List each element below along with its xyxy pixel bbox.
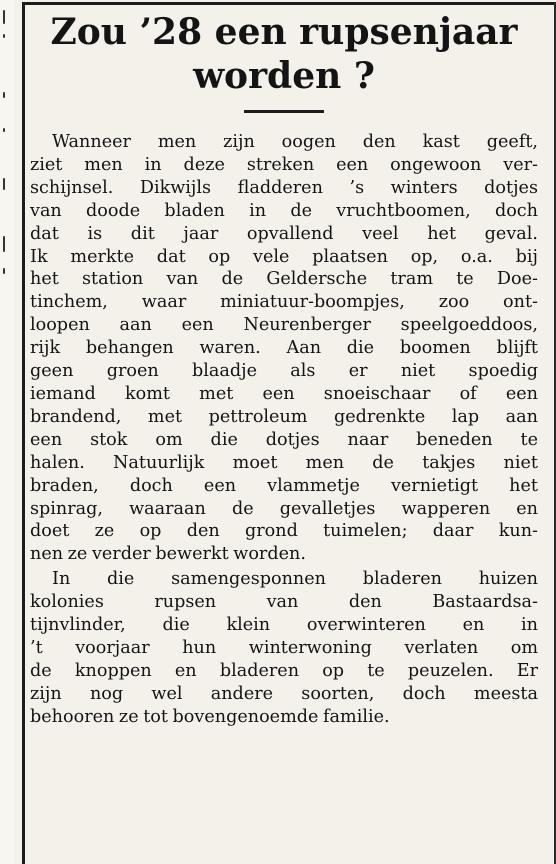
text-line: geen groen blaadje als er niet spoedig [30,361,538,382]
text-line: schijnsel. Dikwijls fladderen ’s winters dotjes [30,177,538,198]
text-line: Wanneer men zijn oogen den kast geeft, [52,132,538,152]
article [30,10,538,729]
text-line: ’t voorjaar hun winterwoning verlaten om [30,637,538,658]
text-line: ziet men in deze streken een ongewoon ver- [30,154,538,175]
text-line: zijn nog wel andere soorten, doch meesta [30,683,538,704]
text-line: braden, doch een vlammetje vernietigt het [30,475,538,496]
text-line: het station van de Geldersche tram te Doe- [30,269,538,290]
text-line: halen. Natuurlijk moet men de takjes niet [30,452,538,473]
headline-divider [244,110,324,113]
text-line: brandend, met pettroleum gedrenkte lap aan [30,406,538,427]
text-line: nen ze verder bewerkt worden. [30,544,306,565]
text-line: een stok om die dotjes naar beneden te [30,429,538,450]
text-line: In die samengesponnen bladeren huizen [52,569,538,590]
text-line: tijnvlinder, die klein overwinteren en in [30,615,538,636]
headline [30,10,538,98]
text-line: spinrag, waaraan de gevalletjes wapperen en [30,498,538,519]
paragraph [30,131,538,566]
text-line: behooren ze tot bovengenoemde familie. [30,706,390,727]
column-rule-left [22,2,25,864]
paragraph [30,568,538,728]
text-line: Ik merkte dat op vele plaatsen op, o.a. bij [30,246,538,267]
headline-line: worden ? [193,55,375,97]
top-rule [22,2,556,5]
text-line: doet ze op den grond tuimelen; daar kun- [30,521,538,542]
text-line: loopen aan een Neurenberger speelgoeddoos, [30,315,538,336]
text-line: iemand komt met een snoeischaar of een [30,383,538,404]
text-line: kolonies rupsen van den Bastaardsa- [30,592,538,613]
article-body [30,131,538,729]
text-line: tinchem, waar miniatuur-boompjes, zoo ont- [30,292,538,313]
headline-line: Zou ’28 een rupsenjaar [50,11,518,53]
text-line: van doode bladen in de vruchtboomen, doch [30,200,538,221]
text-line: de knoppen en bladeren op te peuzelen. Er [30,660,538,681]
text-line: dat is dit jaar opvallend veel het geval. [30,223,538,244]
text-line: rijk behangen waren. Aan die boomen blijft [30,338,538,359]
page-left-edge [0,0,14,864]
